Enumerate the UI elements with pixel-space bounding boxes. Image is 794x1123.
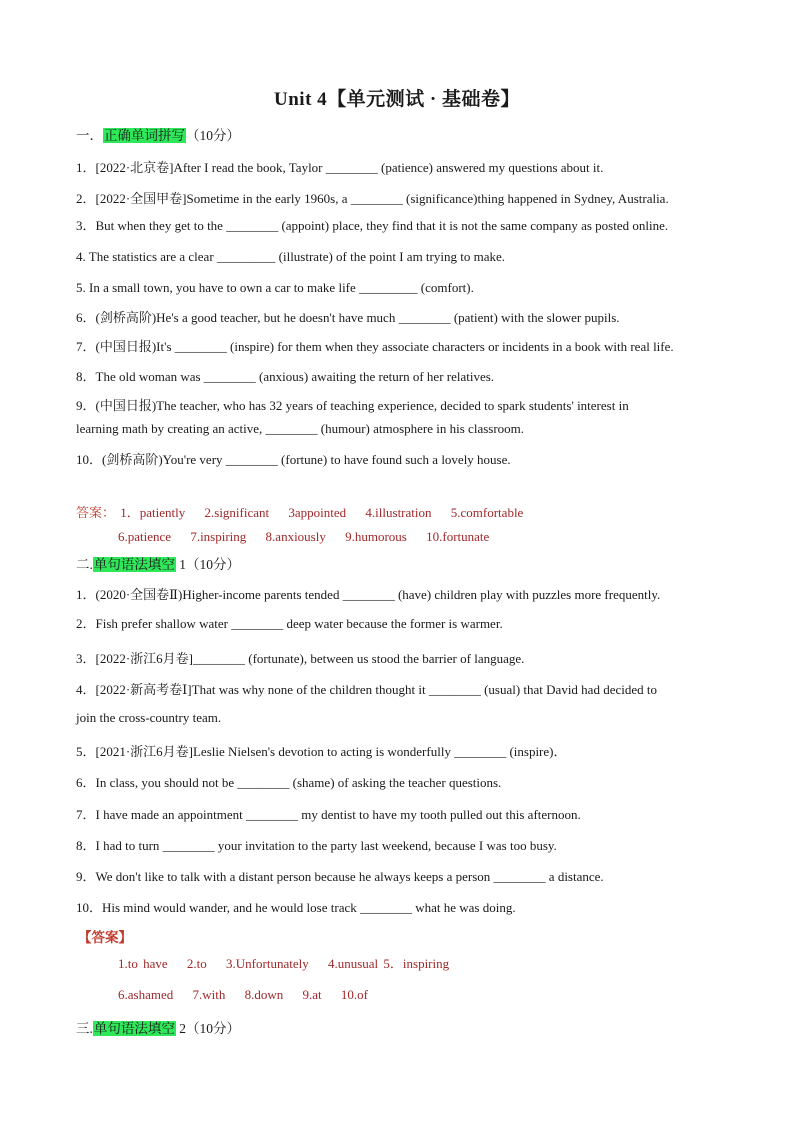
section2-prefix: 二. <box>76 557 93 572</box>
question-line: join the cross-country team. <box>76 710 222 725</box>
question-line: 4. The statistics are a clear _________ (illustrate) of the point I am trying to make. <box>76 249 505 264</box>
section1-heading <box>76 124 240 144</box>
answer-item: 4.illustration <box>365 505 432 520</box>
question-line: 10．(剑桥高阶)You're very ________ (fortune) to have found such a lovely house. <box>76 452 511 467</box>
question-line: 9．We don't like to talk with a distant person because he always keeps a person ________ a distance. <box>76 869 604 884</box>
section3-suffix: 2（10分） <box>175 1021 240 1036</box>
question-line: 2．[2022·全国甲卷]Sometime in the early 1960s, a ________ (significance)thing happened in Sydney, Australia. <box>76 191 669 206</box>
question-line: 9．(中国日报)The teacher, who has 32 years of teaching experience, decided to spark students' interest in <box>76 398 629 413</box>
section2-answer-label: 【答案】 <box>78 930 132 945</box>
answer-item: 8.anxiously <box>265 529 326 544</box>
answer-item: 3.Unfortunately <box>226 956 309 971</box>
section2-highlight: 单句语法填空 <box>93 557 175 572</box>
question-line: 6．In class, you should not be ________ (shame) of asking the teacher questions. <box>76 775 502 790</box>
answer-item: 5.comfortable <box>450 505 524 520</box>
answer-item: 2.significant <box>204 505 270 520</box>
section1-highlight: 正确单词拼写 <box>104 128 185 143</box>
question-line: 5．[2021·浙江6月卷]Leslie Nielsen's devotion to acting is wonderfully ________ (inspire)． <box>76 744 567 759</box>
page-title: Unit 4【单元测试 · 基础卷】 <box>274 89 520 110</box>
section2-answers-row1 <box>118 953 463 972</box>
question-line: 1．[2022·北京卷]After I read the book, Taylor ________ (patience) answered my questions about it. <box>76 160 604 175</box>
question-line: 3．[2022·浙江6月卷]________ (fortunate), between us stood the barrier of language. <box>76 651 525 666</box>
question-line: 8．I had to turn ________ your invitation to the party last weekend, because I was too busy. <box>76 838 557 853</box>
question-line: 2．Fish prefer shallow water ________ deep water because the former is warmer. <box>76 616 503 631</box>
answer-item: 3appointed <box>288 505 347 520</box>
answer-item: 6.patience <box>118 529 172 544</box>
question-line: 5. In a small town, you have to own a car to make life _________ (comfort). <box>76 280 474 295</box>
answer-item: 7.with <box>192 987 226 1002</box>
section3-prefix: 三. <box>76 1021 93 1036</box>
question-line: 1．(2020·全国卷Ⅱ)Higher-income parents tended ________ (have) children play with puzzles more frequently. <box>76 587 661 602</box>
question-line: 4．[2022·新高考卷Ⅰ]That was why none of the children thought it ________ (usual) that David had decided to <box>76 682 657 697</box>
section1-answers-row2 <box>118 529 503 545</box>
question-line: 8．The old woman was ________ (anxious) awaiting the return of her relatives. <box>76 369 495 384</box>
answer-item: 7.inspiring <box>190 529 247 544</box>
answer-item: 1.to have <box>118 956 168 971</box>
answer-item: 9.at <box>302 987 322 1002</box>
answer-item: 1．patiently <box>120 505 186 520</box>
section2-suffix: 1（10分） <box>175 557 240 572</box>
answer-item: 8.down <box>244 987 284 1002</box>
section3-highlight: 单句语法填空 <box>93 1021 175 1036</box>
answer-item: 2.to <box>186 956 207 971</box>
question-line: learning math by creating an active, ________ (humour) atmosphere in his classroom. <box>76 421 525 436</box>
section1-answers-row1 <box>76 502 537 521</box>
section1-prefix: 一． <box>76 128 103 143</box>
section2-heading <box>76 553 240 573</box>
question-line: 7．I have made an appointment ________ my dentist to have my tooth pulled out this afternoon. <box>76 807 581 822</box>
question-line: 10．His mind would wander, and he would lose track ________ what he was doing. <box>76 900 516 915</box>
answer-item: 10.fortunate <box>426 529 490 544</box>
answer-item: 6.ashamed <box>118 987 174 1002</box>
answer-item: 9.humorous <box>345 529 407 544</box>
question-line: 3．But when they get to the ________ (appoint) place, they find that it is not the same company as posted online. <box>76 218 669 233</box>
section2-answers-row2 <box>118 987 382 1003</box>
question-line: 6．(剑桥高阶)He's a good teacher, but he doesn't have much ________ (patient) with the slower pupils. <box>76 310 620 325</box>
answer-label: 答案： <box>76 505 116 520</box>
question-line: 7．(中国日报)It's ________ (inspire) for them when they associate characters or incidents in a book with real life. <box>76 339 674 354</box>
answer-item: 4.unusual 5．inspiring <box>327 956 450 971</box>
section1-suffix: （10分） <box>186 128 240 143</box>
section3-heading <box>76 1017 240 1037</box>
answer-item: 10.of <box>340 987 368 1002</box>
